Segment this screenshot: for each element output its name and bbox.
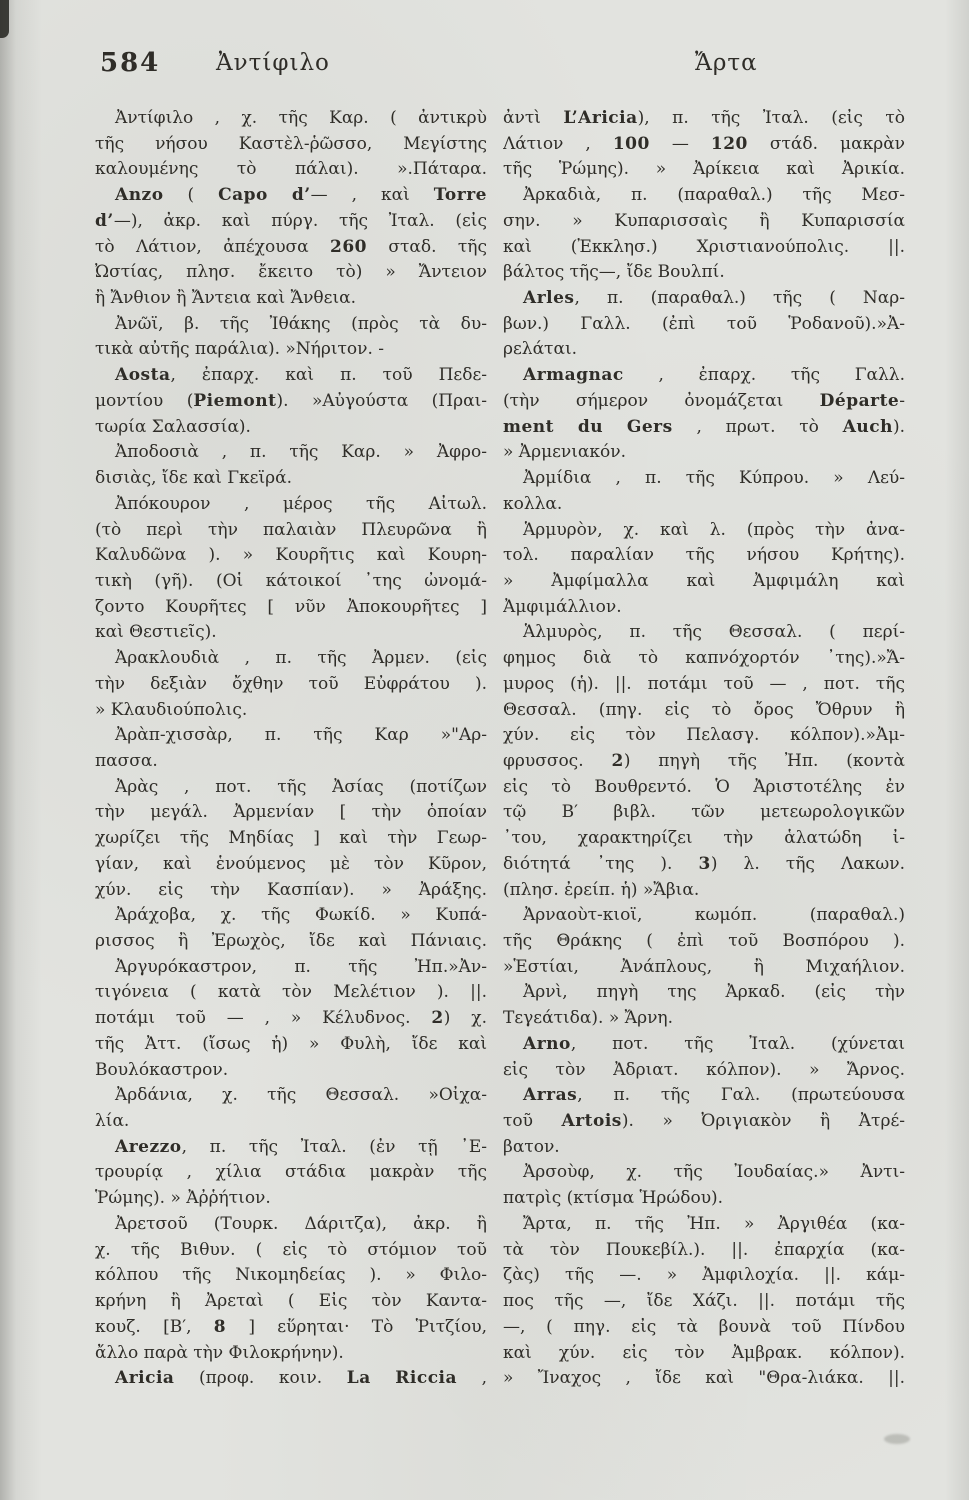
- text-line: Ἁρμυρὸν, χ. καὶ λ. (πρὸς τὴν ἀνα-: [523, 519, 905, 540]
- latin-word: ment: [503, 416, 555, 437]
- text-line: τῆς Θράκης ( ἐπὶ τοῦ Βοσπόρου ).: [503, 931, 905, 951]
- text-line: Καλυδῶνα ). » Κουρῆτις καὶ Κουρη-: [95, 545, 487, 566]
- text-line: τὴν δεξιὰν ὄχθην τοῦ Εὐφράτου ).: [95, 673, 487, 694]
- text-line: (τὸ περὶ τὴν παλαιὰν Πλευρῶνα ἢ: [95, 519, 487, 540]
- text-line: μυρος (ἡ). ||. ποτάμι τοῦ — , ποτ. τῆς: [503, 673, 905, 694]
- text-line: Ἀνῶϊ, β. τῆς Ἰθάκης (πρὸς τὰ δυ-: [115, 313, 487, 334]
- text-line: Aosta, ἐπαρχ. καὶ π. τοῦ Πεδε-: [115, 365, 487, 386]
- text-line: καὶ Θεστιεῖς).: [95, 622, 217, 643]
- text-line: ἢ Ἄνθιον ἢ Ἄντεια καὶ Ἄνθεια.: [95, 288, 357, 309]
- text-line: τοῦ Artois). » Ὀριγιακὸν ἢ Ἀτρέ-: [503, 1111, 905, 1132]
- text-line: ἀντὶ L’Aricia), π. τῆς Ἰταλ. (εἰς τὸ: [503, 108, 905, 128]
- text-line: ποτάμι τοῦ — , » Κέλυδνος. 2) χ.: [95, 1008, 487, 1029]
- text-line: τολ. παραλίαν τῆς νήσου Κρήτης).: [503, 545, 905, 566]
- text-line: φρυσσος. 2) πηγὴ τῆς Ἠπ. (κοντὰ: [503, 750, 905, 771]
- latin-word: d’: [95, 210, 114, 231]
- text-line: (τὴν σήμερον ὀνομάζεται Départe-: [503, 390, 905, 411]
- text-line: » Ἀρμενιακόν.: [503, 442, 627, 463]
- text-line: φημος διὰ τὸ καπνόχορτόν ᾽της).»Ἄ-: [503, 648, 905, 669]
- text-line: »Ἑστίαι, Ἀνάπλους, ἢ Μιχαήλιον.: [503, 956, 905, 977]
- text-line: βων.) Γαλλ. (ἐπὶ τοῦ Ῥοδανοῦ).»Ἀ-: [503, 313, 905, 334]
- text-line: —, ( πηγ. εἰς τὰ βουνὰ τοῦ Πίνδου: [503, 1316, 905, 1337]
- text-line: τῆς Ῥώμης). » Ἀρίκεια καὶ Ἀρικία.: [503, 159, 905, 180]
- text-line: τὰ τὸν Πουκεβίλ.). ||. ἐπαρχία (κα-: [503, 1239, 905, 1260]
- text-line: εἰς τὸ Βουθρεντό. Ὁ Ἀριστοτέλης ἐν: [503, 776, 905, 797]
- text-line: » Κλαυδιούπολις.: [95, 699, 248, 720]
- text-line: τρουρίᾳ , χίλια στάδια μακρὰν τῆς: [95, 1162, 487, 1183]
- latin-word: 100: [612, 133, 650, 154]
- text-line: εἰς τὸν Ἀδριατ. κόλπον). » Ἄρνος.: [503, 1059, 905, 1080]
- latin-word: Départe: [819, 390, 900, 411]
- text-line: Ἀμφιμάλλιον.: [503, 596, 622, 617]
- latin-word: 2: [611, 750, 624, 771]
- latin-word: Piemont: [193, 390, 277, 411]
- text-line: πασσα.: [95, 750, 158, 771]
- text-line: ᾽του, χαρακτηρίζει τὴν ἁλατώδη ἰ-: [503, 828, 905, 849]
- text-line: Arles, π. (παραθαλ.) τῆς ( Ναρ-: [523, 288, 905, 309]
- latin-word: Capo: [218, 185, 268, 206]
- text-line: Ἀντίφιλο , χ. τῆς Καρ. ( ἀντικρὺ: [115, 108, 487, 128]
- text-line: τιγόνεια ( κατὰ τὸν Μελέτιον ). ||.: [95, 982, 487, 1003]
- text-line: γίαν, καὶ ἑνούμενος μὲ τὸν Κῦρον,: [95, 853, 487, 874]
- text-line: βάλτος τῆς—, ἴδε Βουλπί.: [503, 262, 725, 283]
- latin-word: Anzo: [115, 185, 164, 206]
- text-line: Anzo ( Capo d’— , καὶ Torre: [115, 185, 487, 206]
- latin-word: Arras: [523, 1085, 578, 1106]
- latin-word: Aosta: [115, 365, 171, 386]
- text-line: Τεγεάτιδα). » Ἄρνη.: [503, 1008, 674, 1029]
- text-line: τῆς νήσου Καστὲλ-ῥῶσσο, Μεγίστης: [95, 133, 487, 154]
- text-line: σην. » Κυπαρισσαὶς ἢ Κυπαρισσία: [503, 210, 905, 231]
- text-line: Armagnac , ἐπαρχ. τῆς Γαλλ.: [523, 365, 905, 386]
- text-line: τικὴ (γῆ). (Οἱ κάτοικοί ᾽της ὠνομά-: [95, 570, 487, 591]
- latin-word: La: [346, 1368, 371, 1389]
- text-line: Ῥώμης). » Ἀῤῥήτιον.: [95, 1188, 271, 1209]
- text-line: ρισσος ἢ Ἐρωχὸς, ἴδε καὶ Πάνιαις.: [95, 931, 487, 951]
- text-line: ment du Gers , πρωτ. τὸ Auch).: [503, 416, 905, 437]
- latin-word: Gers: [626, 416, 673, 437]
- text-line: πος τῆς —, ἴδε Χάζι. ||. ποτάμι τῆς: [503, 1291, 905, 1312]
- latin-word: Arezzo: [115, 1136, 182, 1157]
- text-line: καλουμένης τὸ πάλαι). ».Πάταρα.: [95, 159, 487, 180]
- text-line: καὶ χύν. εἰς τὸν Ἀμβρακ. κόλπον).: [503, 1342, 905, 1363]
- scan-edge-smudge: [0, 0, 9, 38]
- latin-word: 8: [213, 1316, 227, 1337]
- text-line: βατον.: [503, 1136, 560, 1157]
- right-column: [503, 106, 905, 1392]
- text-line: Ἁλμυρὸς, π. τῆς Θεσσαλ. ( περί-: [523, 622, 905, 643]
- text-line: δισιὰς, ἴδε καὶ Γκεϊρά.: [95, 468, 293, 489]
- latin-word: Artois: [561, 1111, 622, 1132]
- text-line: κουζ. [Β′, 8 ] εὕρηται· Τὸ Ῥιτζίου,: [95, 1316, 487, 1337]
- text-line: Ἀρὰς , ποτ. τῆς Ἀσίας (ποτίζων: [115, 776, 487, 797]
- text-line: Ἀποδοσιὰ , π. τῆς Καρ. » Ἀφρο-: [115, 442, 487, 463]
- text-line: Aricia (προφ. κοιν. La Riccia ,: [115, 1368, 487, 1389]
- text-line: τὸ Λάτιον, ἀπέχουσα 260 σταδ. τῆς: [95, 236, 487, 257]
- latin-word: Arles: [523, 288, 575, 309]
- left-column: [95, 106, 487, 1392]
- latin-word: 260: [330, 236, 367, 257]
- text-line: τωρία Σαλασσία).: [95, 416, 251, 437]
- text-line: ρελάται.: [503, 339, 578, 360]
- text-line: Λάτιον , 100 — 120 στάδ. μακρὰν: [503, 133, 905, 154]
- latin-word: L’Aricia: [563, 108, 638, 128]
- text-line: λία.: [95, 1111, 130, 1132]
- text-line: μοντίου (Piemont). »Αὐγούστα (Πραι-: [95, 390, 487, 411]
- text-line: χ. τῆς Βιθυν. ( εἰς τὸ στόμιον τοῦ: [95, 1239, 487, 1260]
- latin-word: du: [577, 416, 604, 437]
- text-line: τὴν μεγάλ. Ἀρμενίαν [ τὴν ὁποίαν: [95, 802, 487, 823]
- text-line: κολλα.: [503, 493, 563, 514]
- text-line: Ὠστίας, πλησ. ἔκειτο τὸ) » Ἄντειον: [95, 262, 487, 283]
- latin-word: Aricia: [115, 1368, 175, 1389]
- latin-word: Armagnac: [523, 365, 624, 386]
- text-line: ζὰς) τῆς —. » Ἀμφιλοχία. ||. κάμ-: [503, 1265, 905, 1286]
- scan-corner-smudge: [884, 1434, 910, 1444]
- text-line: Ἀρναοὺτ-κιοϊ, κωμόπ. (παραθαλ.): [523, 905, 905, 926]
- text-line: Ἀργυρόκαστρον, π. τῆς Ἠπ.»Ἀν-: [115, 956, 487, 977]
- text-line: ἄλλο παρὰ τὴν Φιλοκρήνην).: [95, 1342, 344, 1363]
- text-line: Arezzo, π. τῆς Ἰταλ. (ἐν τῇ ᾽Ε-: [115, 1136, 487, 1157]
- text-line: Ἀπόκουρον , μέρος τῆς Αἰτωλ.: [115, 493, 487, 514]
- text-line: καὶ (Ἐκκλησ.) Χριστιανούπολις. ||.: [503, 236, 905, 257]
- latin-word: 3: [698, 853, 711, 874]
- text-line: χωρίζει τῆς Μηδίας ] καὶ τὴν Γεωρ-: [95, 828, 487, 849]
- text-line: Ἀρδάνια, χ. τῆς Θεσσαλ. »Οἰχα-: [115, 1085, 487, 1106]
- text-line: χύν. εἰς τὴν Κασπίαν). » Ἀράξης.: [95, 879, 487, 900]
- latin-word: Torre: [433, 185, 487, 206]
- text-line: Ἀρακλουδιὰ , π. τῆς Ἀρμεν. (εἰς: [115, 648, 487, 669]
- latin-word: Auch: [842, 416, 893, 437]
- text-line: Arras, π. τῆς Γαλ. (πρωτεύουσα: [523, 1085, 905, 1106]
- text-line: Ἀρὰπ-χισσὰρ, π. τῆς Καρ »"Αρ-: [115, 725, 487, 746]
- text-line: Ἀρμίδια , π. τῆς Κύπρου. » Λεύ-: [523, 468, 905, 489]
- running-head-right: Ἄρτα: [695, 50, 758, 76]
- latin-word: 120: [710, 133, 748, 154]
- running-head-left: Ἀντίφιλο: [216, 50, 330, 76]
- text-line: ζοντο Κουρῆτες [ νῦν Ἀποκουρῆτες ]: [95, 596, 487, 617]
- text-line: d’—), ἀκρ. καὶ πύργ. τῆς Ἰταλ. (εἰς: [95, 210, 487, 231]
- text-line: Ἀρσοὺφ, χ. τῆς Ἰουδαίας.» Ἀντι-: [523, 1162, 905, 1183]
- text-line: κόλπου τῆς Νικομηδείας ). » Φιλο-: [95, 1265, 487, 1286]
- text-line: Ἄρτα, π. τῆς Ἠπ. » Ἀργιθέα (κα-: [523, 1213, 905, 1234]
- text-line: » Ἀμφίμαλλα καὶ Ἀμφιμάλη καὶ: [503, 570, 905, 591]
- text-line: » Ἴναχος , ἴδε καὶ "Θρα-λιάκα. ||.: [503, 1368, 905, 1389]
- text-line: τῷ Β′ βιβλ. τῶν μετεωρολογικῶν: [503, 802, 905, 823]
- text-line: Arno, ποτ. τῆς Ἰταλ. (χύνεται: [523, 1033, 905, 1054]
- text-line: Ἀρνὶ, πηγὴ της Ἀρκαδ. (εἰς τὴν: [523, 982, 905, 1003]
- text-line: Θεσσαλ. (πηγ. εἰς τὸ ὄρος Ὄθρυν ἢ: [503, 699, 905, 720]
- text-line: Ἀράχοβα, χ. τῆς Φωκίδ. » Κυπά-: [115, 905, 487, 926]
- text-line: τικὰ αὐτῆς παράλια). »Νήριτον. -: [95, 339, 385, 360]
- text-line: χύν. εἰς τὸν Πελασγ. κόλπον).»Ἀμ-: [503, 725, 905, 746]
- text-line: τῆς Ἀττ. (ἴσως ἡ) » Φυλὴ, ἴδε καὶ: [95, 1033, 487, 1054]
- text-line: κρήνη ἢ Ἀρεταὶ ( Εἰς τὸν Καντα-: [95, 1291, 487, 1312]
- text-line: Βουλόκαστρον.: [95, 1059, 229, 1080]
- latin-word: Arno: [523, 1033, 571, 1054]
- latin-word: 2: [431, 1008, 444, 1029]
- text-line: (πλησ. ἐρείπ. ἡ) »Ἄβια.: [503, 879, 700, 900]
- latin-word: Riccia: [395, 1368, 458, 1389]
- page-number: 584: [100, 48, 161, 78]
- text-line: διότητά ᾽της ). 3) λ. τῆς Λακων.: [503, 853, 905, 874]
- text-line: Ἀρετσοῦ (Τουρκ. Δάριτζα), ἀκρ. ἢ: [115, 1213, 487, 1234]
- latin-word: d’: [291, 185, 311, 206]
- text-line: Ἀρκαδιὰ, π. (παραθαλ.) τῆς Μεσ-: [523, 185, 905, 206]
- text-line: πατρὶς (κτίσμα Ἡρώδου).: [503, 1188, 724, 1209]
